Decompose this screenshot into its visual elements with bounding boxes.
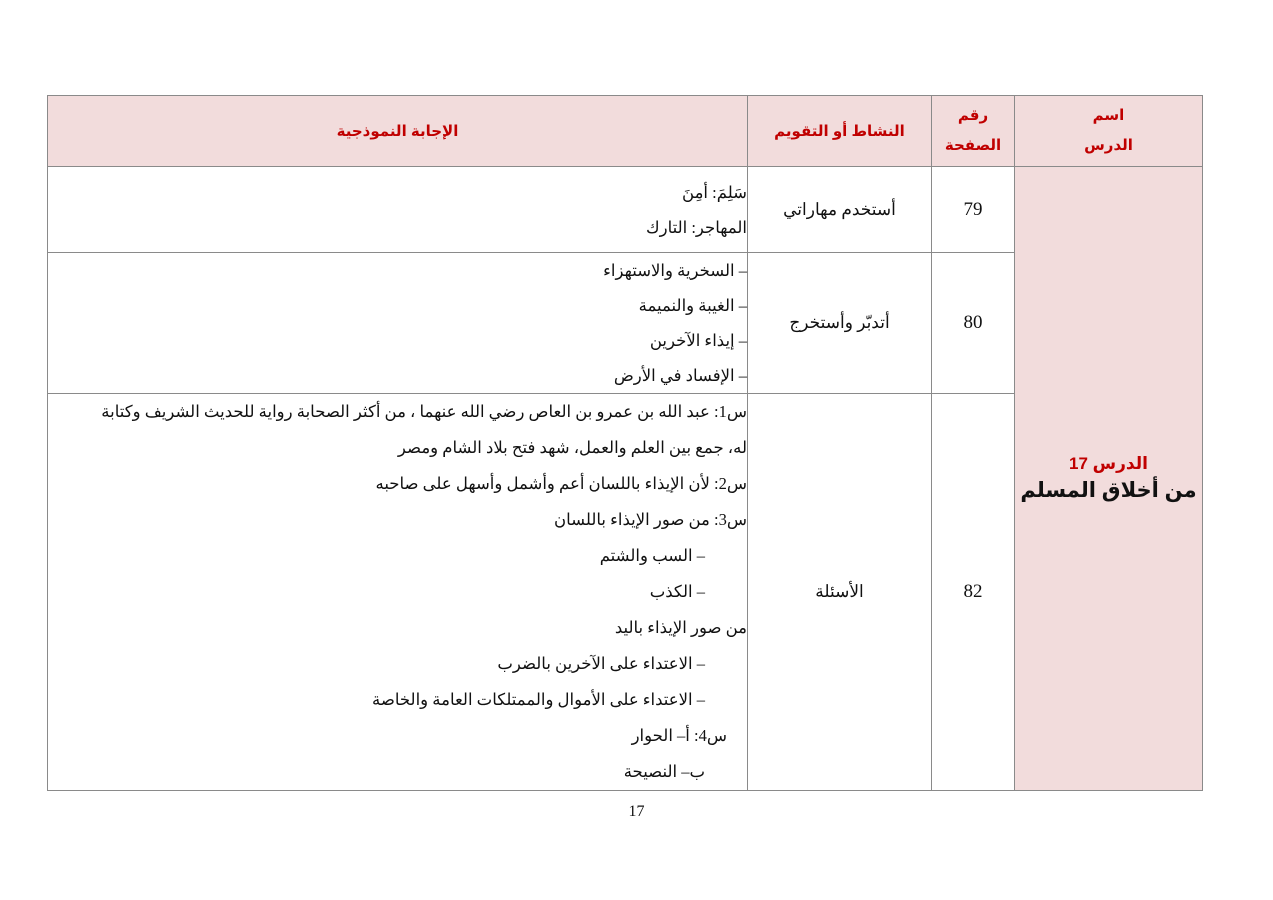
header-row — [48, 96, 1203, 167]
header-page-line2: الصفحة — [944, 137, 1002, 154]
answer-line: المهاجر: التارك — [646, 217, 747, 237]
answer-cell — [48, 253, 748, 394]
answer-cell — [48, 167, 748, 253]
lesson-cell — [1015, 167, 1203, 791]
header-page-line1: رقم — [957, 107, 989, 124]
lesson-title: من أخلاق المسلم — [1020, 479, 1197, 502]
header-page-number — [932, 96, 1015, 167]
answer-line: – الاعتداء على الآخرين بالضرب — [497, 654, 705, 673]
answer-line: ب– النصيحة — [623, 762, 705, 781]
header-activity: النشاط أو التقويم — [748, 96, 932, 167]
page-number-cell: 82 — [932, 394, 1015, 791]
answer-line: س1: عبد الله بن عمرو بن العاص رضي الله عنهما ، من أكثر الصحابة رواية للحديث الشريف وكتابة — [101, 402, 747, 421]
answer-line: سَلِمَ: أمِنَ — [682, 182, 747, 202]
header-lesson-name — [1015, 96, 1203, 167]
header-answer: الإجابة النموذجية — [48, 96, 748, 167]
table-row — [48, 167, 1203, 253]
answer-line: من صور الإيذاء باليد — [614, 618, 747, 637]
page-number: 17 — [628, 803, 645, 820]
header-lesson-name-line2: الدرس — [1084, 137, 1133, 154]
lesson-table — [47, 95, 1203, 791]
answer-line: س3: من صور الإيذاء باللسان — [554, 510, 747, 529]
answer-line: – إيذاء الآخرين — [649, 331, 747, 350]
answer-line: – الإفساد في الأرض — [613, 366, 747, 385]
activity-cell: أتدبّر وأستخرج — [748, 253, 932, 394]
answer-line: – السخرية والاستهزاء — [603, 261, 747, 280]
page-number-cell: 80 — [932, 253, 1015, 394]
answer-line: – السب والشتم — [599, 546, 705, 565]
activity-cell: الأسئلة — [748, 394, 932, 791]
answer-cell — [48, 394, 748, 791]
answer-line: س4: أ– الحوار — [631, 726, 727, 745]
page-number-cell: 79 — [932, 167, 1015, 253]
header-lesson-name-line1: اسم — [1092, 107, 1125, 124]
lesson-number: الدرس 17 — [1069, 454, 1148, 473]
activity-cell: أستخدم مهاراتي — [748, 167, 932, 253]
answer-line: – الغيبة والنميمة — [638, 296, 747, 315]
answer-line: له، جمع بين العلم والعمل، شهد فتح بلاد الشام ومصر — [397, 438, 747, 457]
answer-line: – الاعتداء على الأموال والممتلكات العامة والخاصة — [372, 690, 705, 709]
answer-line: س2: لأن الإيذاء باللسان أعم وأشمل وأسهل على صاحبه — [375, 474, 747, 493]
answer-line: – الكذب — [649, 582, 705, 601]
